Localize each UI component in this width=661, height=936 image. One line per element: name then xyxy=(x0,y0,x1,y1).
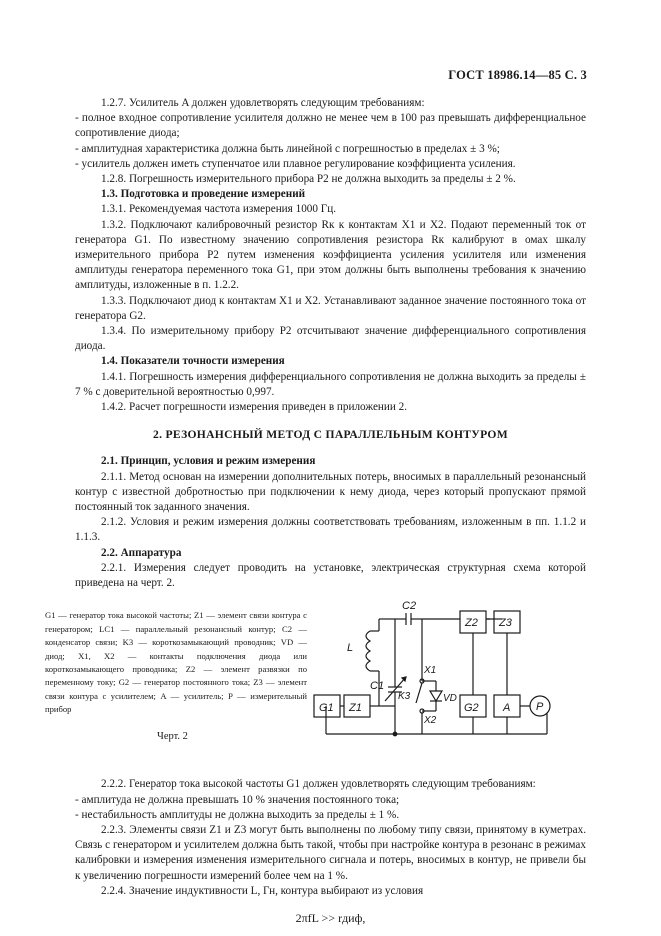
x2-label: X2 xyxy=(424,715,437,727)
inductor-coil xyxy=(366,631,370,671)
z3-label: Z3 xyxy=(499,617,512,630)
formula-text: 2πfL >> rдиф, xyxy=(295,910,366,925)
paragraph: - усилитель должен иметь ступенчатое или плавное регулирование коэффициента усиления. xyxy=(75,157,516,170)
formula xyxy=(75,911,586,926)
paragraph: - амплитудная характеристика должна быть линейной с погрешностью в пределах ± 3 %; xyxy=(75,142,500,155)
paragraph: 2.2.2. Генератор тока высокой частоты G1 должен удовлетворять следующим требованиям: xyxy=(101,778,536,791)
paragraph: - нестабильность амплитуды не должна выходить за пределы ± 1 %. xyxy=(75,808,400,821)
paragraph: - амплитуда не должна превышать 10 % значения постоянного тока; xyxy=(75,793,400,806)
g1-label: G1 xyxy=(319,702,334,715)
paragraph: 1.4.1. Погрешность измерения дифференциального сопротивления не должна выходить за пределы ± 7 % с доверительной вероятностью 0,997. xyxy=(75,370,586,398)
paragraph: - полное входное сопротивление усилителя должно не менее чем в 100 раз превышать дифференциальное сопротивление диода; xyxy=(75,112,586,140)
schematic-diagram xyxy=(310,600,586,746)
figure-legend: G1 — генератор тока высокой частоты; Z1 — элемент связи контура с генератором; LC1 — параллельный резонансный контур; C2 — конденсатор связи; K3 — короткозамыкающий проводник; VD — диод; X1, X2 — контакты подключения диода или короткозамыкающего проводника; Z2 — элемент развязки по переменному току; G2 — генератор постоянного тока; Z3 — элемент связи контура с усилителем; A — усилитель; P — измерительный прибор xyxy=(45,610,307,715)
subsection-heading: 1.4. Показатели точности измерения xyxy=(101,355,285,368)
subsection-heading: 2.2. Аппаратура xyxy=(101,546,182,559)
paragraph: 1.3.2. Подключают калибровочный резистор Rк к контактам X1 и X2. Подают переменный ток от генератора G1. По известному значению сопротивления резистора Rк калибруют в омах шкалу измерительного прибора P2 путем изменения коэффициента усиления усилителя или изменения амплитуды генератора переменного тока G1, при этом должны быть выполнены требования к значению амплитуды, изложенные в п. 1.2.2. xyxy=(75,218,586,292)
figure-caption: Черт. 2 xyxy=(157,731,188,743)
c1-label: C1 xyxy=(370,680,385,693)
g2-label: G2 xyxy=(464,702,479,715)
section-1-paragraphs xyxy=(75,96,586,415)
document-body xyxy=(45,96,586,926)
paragraph: 1.3.1. Рекомендуемая частота измерения 1000 Гц. xyxy=(101,203,337,216)
figure-2 xyxy=(45,600,586,771)
inductor-label: L xyxy=(347,642,354,655)
paragraph: 2.2.3. Элементы связи Z1 и Z3 могут быть выполнены по любому типу связи, принятому в куметрах. Связь с генератором и усилителем должна быть такой, чтобы при настройке контура в резонанс в режимах калибровки и измерения изменения измерительного сигнала и потерь, вносимых в контур, не привели бы к увеличению погрешности измерений более чем на 1 %. xyxy=(75,823,586,882)
x1-label: X1 xyxy=(424,665,437,677)
z2-label: Z2 xyxy=(465,617,478,630)
page-header: ГОСТ 18986.14—85 С. 3 xyxy=(448,68,587,82)
paragraph: 1.3.4. По измерительному прибору P2 отсчитывают значение дифференциального сопротивления диода. xyxy=(75,325,586,353)
paragraph: 1.3.3. Подключают диод к контактам X1 и X2. Устанавливают заданное значение постоянного тока от генератора G2. xyxy=(75,294,586,322)
k3-label: K3 xyxy=(398,691,411,703)
paragraph: 2.1.1. Метод основан на измерении дополнительных потерь, вносимых в параллельный резонансный контур с известной добротностью при подключении к нему диода, через который пропускают прямой постоянный ток заданного значения. xyxy=(75,470,586,514)
section-2-paragraphs xyxy=(75,454,586,591)
section-2-title: 2. РЕЗОНАНСНЫЙ МЕТОД С ПАРАЛЛЕЛЬНЫМ КОНТУРОМ xyxy=(153,428,508,442)
p-label: P xyxy=(536,701,544,714)
paragraph: 2.2.4. Значение индуктивности L, Гн, контура выбирают из условия xyxy=(101,884,424,897)
paragraph: 1.2.8. Погрешность измерительного прибора P2 не должна выходить за пределы ± 2 %. xyxy=(101,173,516,186)
paragraph: 2.2.1. Измерения следует проводить на установке, электрическая структурная схема которой приведена на черт. 2. xyxy=(75,561,586,590)
z1-label: Z1 xyxy=(349,702,362,715)
k3-switch xyxy=(416,683,422,703)
subsection-heading: 1.3. Подготовка и проведение измерений xyxy=(101,188,306,201)
paragraph: 1.4.2. Расчет погрешности измерения приведен в приложении 2. xyxy=(101,401,408,414)
a-label: A xyxy=(503,702,511,715)
diode-vd xyxy=(430,691,442,701)
vd-label: VD xyxy=(443,693,457,705)
c2-label: C2 xyxy=(402,600,417,613)
paragraph: 1.2.7. Усилитель A должен удовлетворять следующим требованиям: xyxy=(101,97,425,109)
subsection-heading: 2.1. Принцип, условия и режим измерения xyxy=(101,455,316,468)
paragraph: 2.1.2. Условия и режим измерения должны соответствовать требованиям, изложенным в пп. 1.1.2 и 1.1.3. xyxy=(75,516,586,544)
section-2-2-paragraphs xyxy=(75,777,586,899)
